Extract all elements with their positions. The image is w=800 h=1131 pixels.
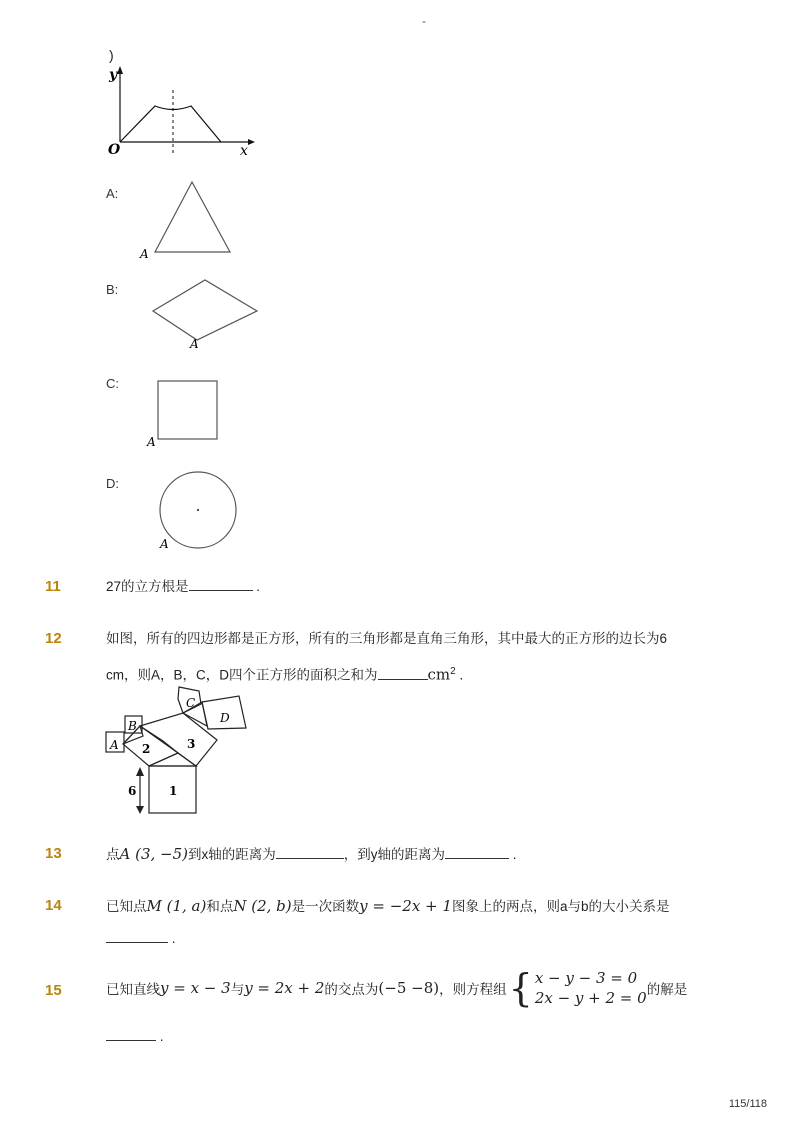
pythagoras-figure: [100, 685, 260, 820]
question-15-answer: .: [106, 1020, 726, 1054]
option-b-point: A: [190, 337, 199, 351]
q13-point: A (3, −5): [119, 845, 188, 863]
q12-sup: 2: [450, 666, 456, 677]
question-15-text: 已知直线y = x − 3与y = 2x + 2的交点为(−5 −8)，则方程组{ x − y − 3 = 0 2x − y + 2 = 0的解是: [106, 966, 688, 1010]
question-14-number: 14: [45, 897, 62, 914]
question-12-line1: 如图，所有的四边形都是正方形，所有的三角形都是直角三角形，其中最大的正方形的边长为6: [106, 631, 668, 646]
q15-line2: y = 2x + 2: [244, 979, 325, 997]
q14-point-n: N (2, b): [233, 897, 292, 915]
q15-intersection: (−5 −8): [378, 979, 440, 997]
question-15-number: 15: [45, 982, 62, 999]
q14-point-m: M (1, a): [146, 897, 207, 915]
graph-curve: [120, 106, 221, 142]
paren-mark: ): [109, 47, 114, 63]
x-axis-arrow: [248, 139, 255, 145]
label-3: 3: [187, 737, 196, 751]
label-a: A: [110, 738, 119, 752]
y-label: y: [109, 67, 118, 83]
q14-blank[interactable]: [106, 928, 168, 943]
q13-blank-y[interactable]: [445, 844, 509, 859]
option-b-label: B:: [106, 282, 119, 297]
option-c-label: C:: [106, 376, 119, 391]
option-d-circle: [155, 468, 245, 552]
label-c: C: [186, 696, 196, 710]
question-14-text: 已知点M (1, a)和点N (2, b)是一次函数y = −2x + 1图象上的两点，则a与b的大小关系是: [106, 897, 670, 915]
question-12-number: 12: [45, 630, 62, 647]
question-11-text: [106, 570, 726, 604]
q15-system: [535, 968, 647, 1008]
option-a-label: A:: [106, 186, 119, 201]
q15-eq1: x − y − 3 = 0: [534, 969, 638, 987]
q11-prompt: 27的立方根是: [106, 579, 189, 594]
option-c-square: [143, 374, 233, 452]
label-2: 2: [142, 742, 151, 756]
question-14-answer: .: [106, 922, 726, 956]
question-11-number: 11: [45, 578, 61, 595]
option-a-point: A: [140, 247, 149, 261]
label-1: 1: [169, 784, 178, 798]
question-13-text: 点A (3, −5)到x轴的距离为 ，到y轴的距离为 .: [106, 845, 517, 863]
x-label: x: [240, 143, 248, 159]
q11-end: .: [256, 579, 261, 594]
q12-end: .: [459, 667, 464, 683]
q15-line1: y = x − 3: [160, 979, 231, 997]
q13-blank-x[interactable]: [276, 844, 344, 859]
q12-answer-blank[interactable]: [378, 665, 428, 680]
q15-brace: {: [508, 966, 533, 1010]
header-mark: -: [422, 14, 426, 28]
q14-function: y = −2x + 1: [359, 897, 452, 915]
q12-prompt: cm，则A，B，C，D四个正方形的面积之和为: [106, 667, 378, 683]
origin-label: O: [108, 142, 121, 158]
function-graph: [100, 62, 260, 162]
label-d: D: [220, 711, 230, 725]
page-number: 115/118: [728, 1098, 767, 1110]
option-c-point: A: [147, 435, 156, 449]
q11-answer-blank[interactable]: [189, 576, 253, 591]
question-13-number: 13: [45, 845, 62, 862]
option-d-label: D:: [106, 476, 119, 491]
option-a-triangle: [135, 176, 245, 266]
y-axis-arrow: [117, 66, 123, 74]
option-b-rhombus: [145, 274, 270, 354]
option-d-point: A: [160, 537, 169, 551]
q15-eq2: 2x − y + 2 = 0: [534, 989, 647, 1007]
q15-blank[interactable]: [106, 1026, 156, 1041]
label-b: B: [128, 719, 137, 733]
label-6: 6: [128, 784, 137, 798]
q12-unit: cm: [427, 665, 451, 684]
